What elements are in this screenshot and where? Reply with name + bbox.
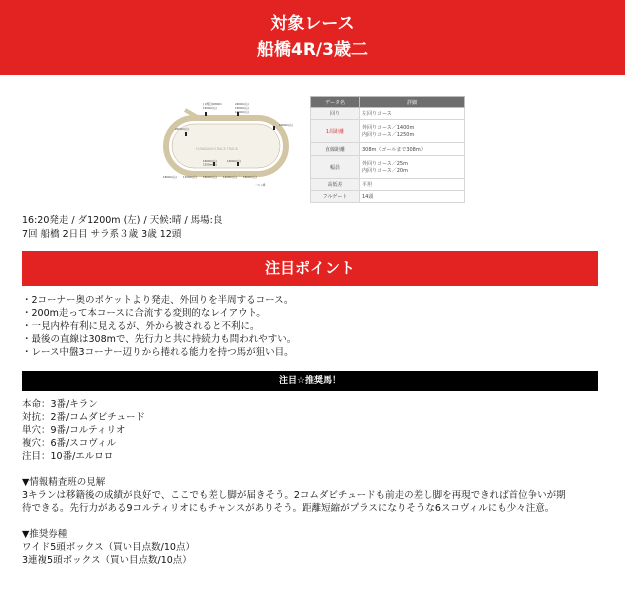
bet-item: 3連複5頭ボックス（買い目点数/10点） — [22, 555, 192, 566]
table-header: 詳細 — [360, 97, 465, 108]
course-label: 1400m(右) — [227, 160, 241, 163]
bets-heading: ▼推奨券種 — [22, 529, 68, 540]
table-row — [311, 120, 465, 143]
page-title: 対象レース — [270, 14, 355, 34]
course-label: 1200m(右) — [223, 176, 237, 179]
pole-marker — [185, 132, 187, 136]
analysis-section — [22, 476, 602, 515]
course-label: 1500m(右) — [203, 107, 217, 110]
course-label: [ 2周目]1800m — [203, 103, 222, 106]
list-item: ・一見内枠有利に見えるが、外から被されると不利に。 — [22, 321, 260, 332]
course-label: 1600m(右) — [203, 160, 217, 163]
picks-heading: 注目☆推奨馬！ — [22, 371, 598, 391]
table-value-line: 内回りコース／20m — [362, 168, 408, 174]
race-info — [22, 214, 222, 242]
table-key: 高低差 — [311, 179, 360, 191]
course-label: 1800m(右) — [203, 176, 217, 179]
table-value — [360, 120, 465, 143]
table-key: フルゲート — [311, 191, 360, 203]
table-header: データ名 — [311, 97, 360, 108]
table-row — [311, 108, 465, 120]
bets-section — [22, 528, 195, 567]
course-label: 1700m(右) — [183, 176, 197, 179]
analysis-text: 3キランは移籍後の成績が良好で、ここでも差し脚が届きそう。2コムダビチュードも前走の差し脚を再現できれば首位争いが期 — [22, 490, 566, 501]
pole-marker — [205, 112, 207, 116]
table-key: 直線距離 — [311, 143, 360, 156]
course-label: 1200m(右) — [203, 163, 217, 167]
table-key: 回り — [311, 108, 360, 120]
pick-item: 単穴：9番/コルティリオ — [22, 425, 126, 436]
pick-item: 対抗：2番/コムダビチュード — [22, 412, 145, 423]
pick-item: 本命：3番/キラン — [22, 399, 98, 410]
course-legend: ハロン棒 — [255, 184, 266, 187]
top-banner — [0, 0, 625, 75]
table-value — [360, 156, 465, 179]
attention-points — [22, 294, 296, 359]
table-row — [311, 143, 465, 156]
course-label: 1400m(右) — [235, 111, 249, 114]
picks-list — [22, 398, 145, 463]
table-value: 平坦 — [360, 179, 465, 191]
table-value: 308m（ゴールまで308m） — [360, 143, 465, 156]
race-info-conditions: 16:20発走 / ダ1200m (左) / 天候:晴 / 馬場:良 — [22, 215, 223, 226]
list-item: ・最後の直線は308mで、先行力と共に持続力も問われやすい。 — [22, 334, 297, 345]
table-value-line: 外回りコース／1400m — [362, 125, 415, 131]
course-label: 1800m(右) — [163, 176, 177, 179]
pole-marker — [273, 126, 275, 130]
table-row — [311, 156, 465, 179]
table-row — [311, 179, 465, 191]
analysis-text: 待できる。先行力がある9コルティリオにもチャンスがありそう。距離短縮がプラスになりそうな6スコヴィルにも少々注意。 — [22, 503, 555, 514]
pick-item: 注目：10番/エルロロ — [22, 451, 114, 462]
race-info-meeting: 7回 船橋 2日目 サラ系３歳 3歳 12頭 — [22, 229, 182, 240]
table-key: 幅員 — [311, 156, 360, 179]
course-data-table — [310, 96, 465, 203]
table-value-line: 外回りコース／25m — [362, 161, 408, 167]
course-map — [155, 100, 300, 188]
course-label: 1800m(右) — [243, 176, 257, 179]
list-item: ・レース中盤3コーナー辺りから捲れる能力を持つ馬が狙い目。 — [22, 347, 294, 358]
course-label: 1500m(右) — [235, 107, 249, 110]
bet-item: ワイド5頭ボックス（買い目点数/10点） — [22, 542, 195, 553]
table-key: 1周距離 — [311, 120, 360, 143]
pick-item: 複穴：6番/スコヴィル — [22, 438, 117, 449]
attention-heading: 注目ポイント — [22, 251, 598, 286]
course-label: 1000m(右) — [279, 124, 293, 127]
course-label: 2000m(右) — [175, 128, 189, 131]
list-item: ・200m走って本コースに合流する変則的なレイアウト。 — [22, 308, 266, 319]
race-title: 船橋4R/3歳二 — [257, 40, 368, 60]
analysis-heading: ▼情報精査班の見解 — [22, 477, 106, 488]
course-label: 2400m(右) — [235, 103, 249, 106]
list-item: ・2コーナー奥のポケットより発走、外回りを半周するコース。 — [22, 295, 294, 306]
table-row — [311, 191, 465, 203]
table-value-line: 内回りコース／1250m — [362, 132, 415, 138]
track-name-label: FUNABASHI RACE TRACK — [196, 147, 238, 151]
table-value: 左回りコース — [360, 108, 465, 120]
table-value: 14頭 — [360, 191, 465, 203]
